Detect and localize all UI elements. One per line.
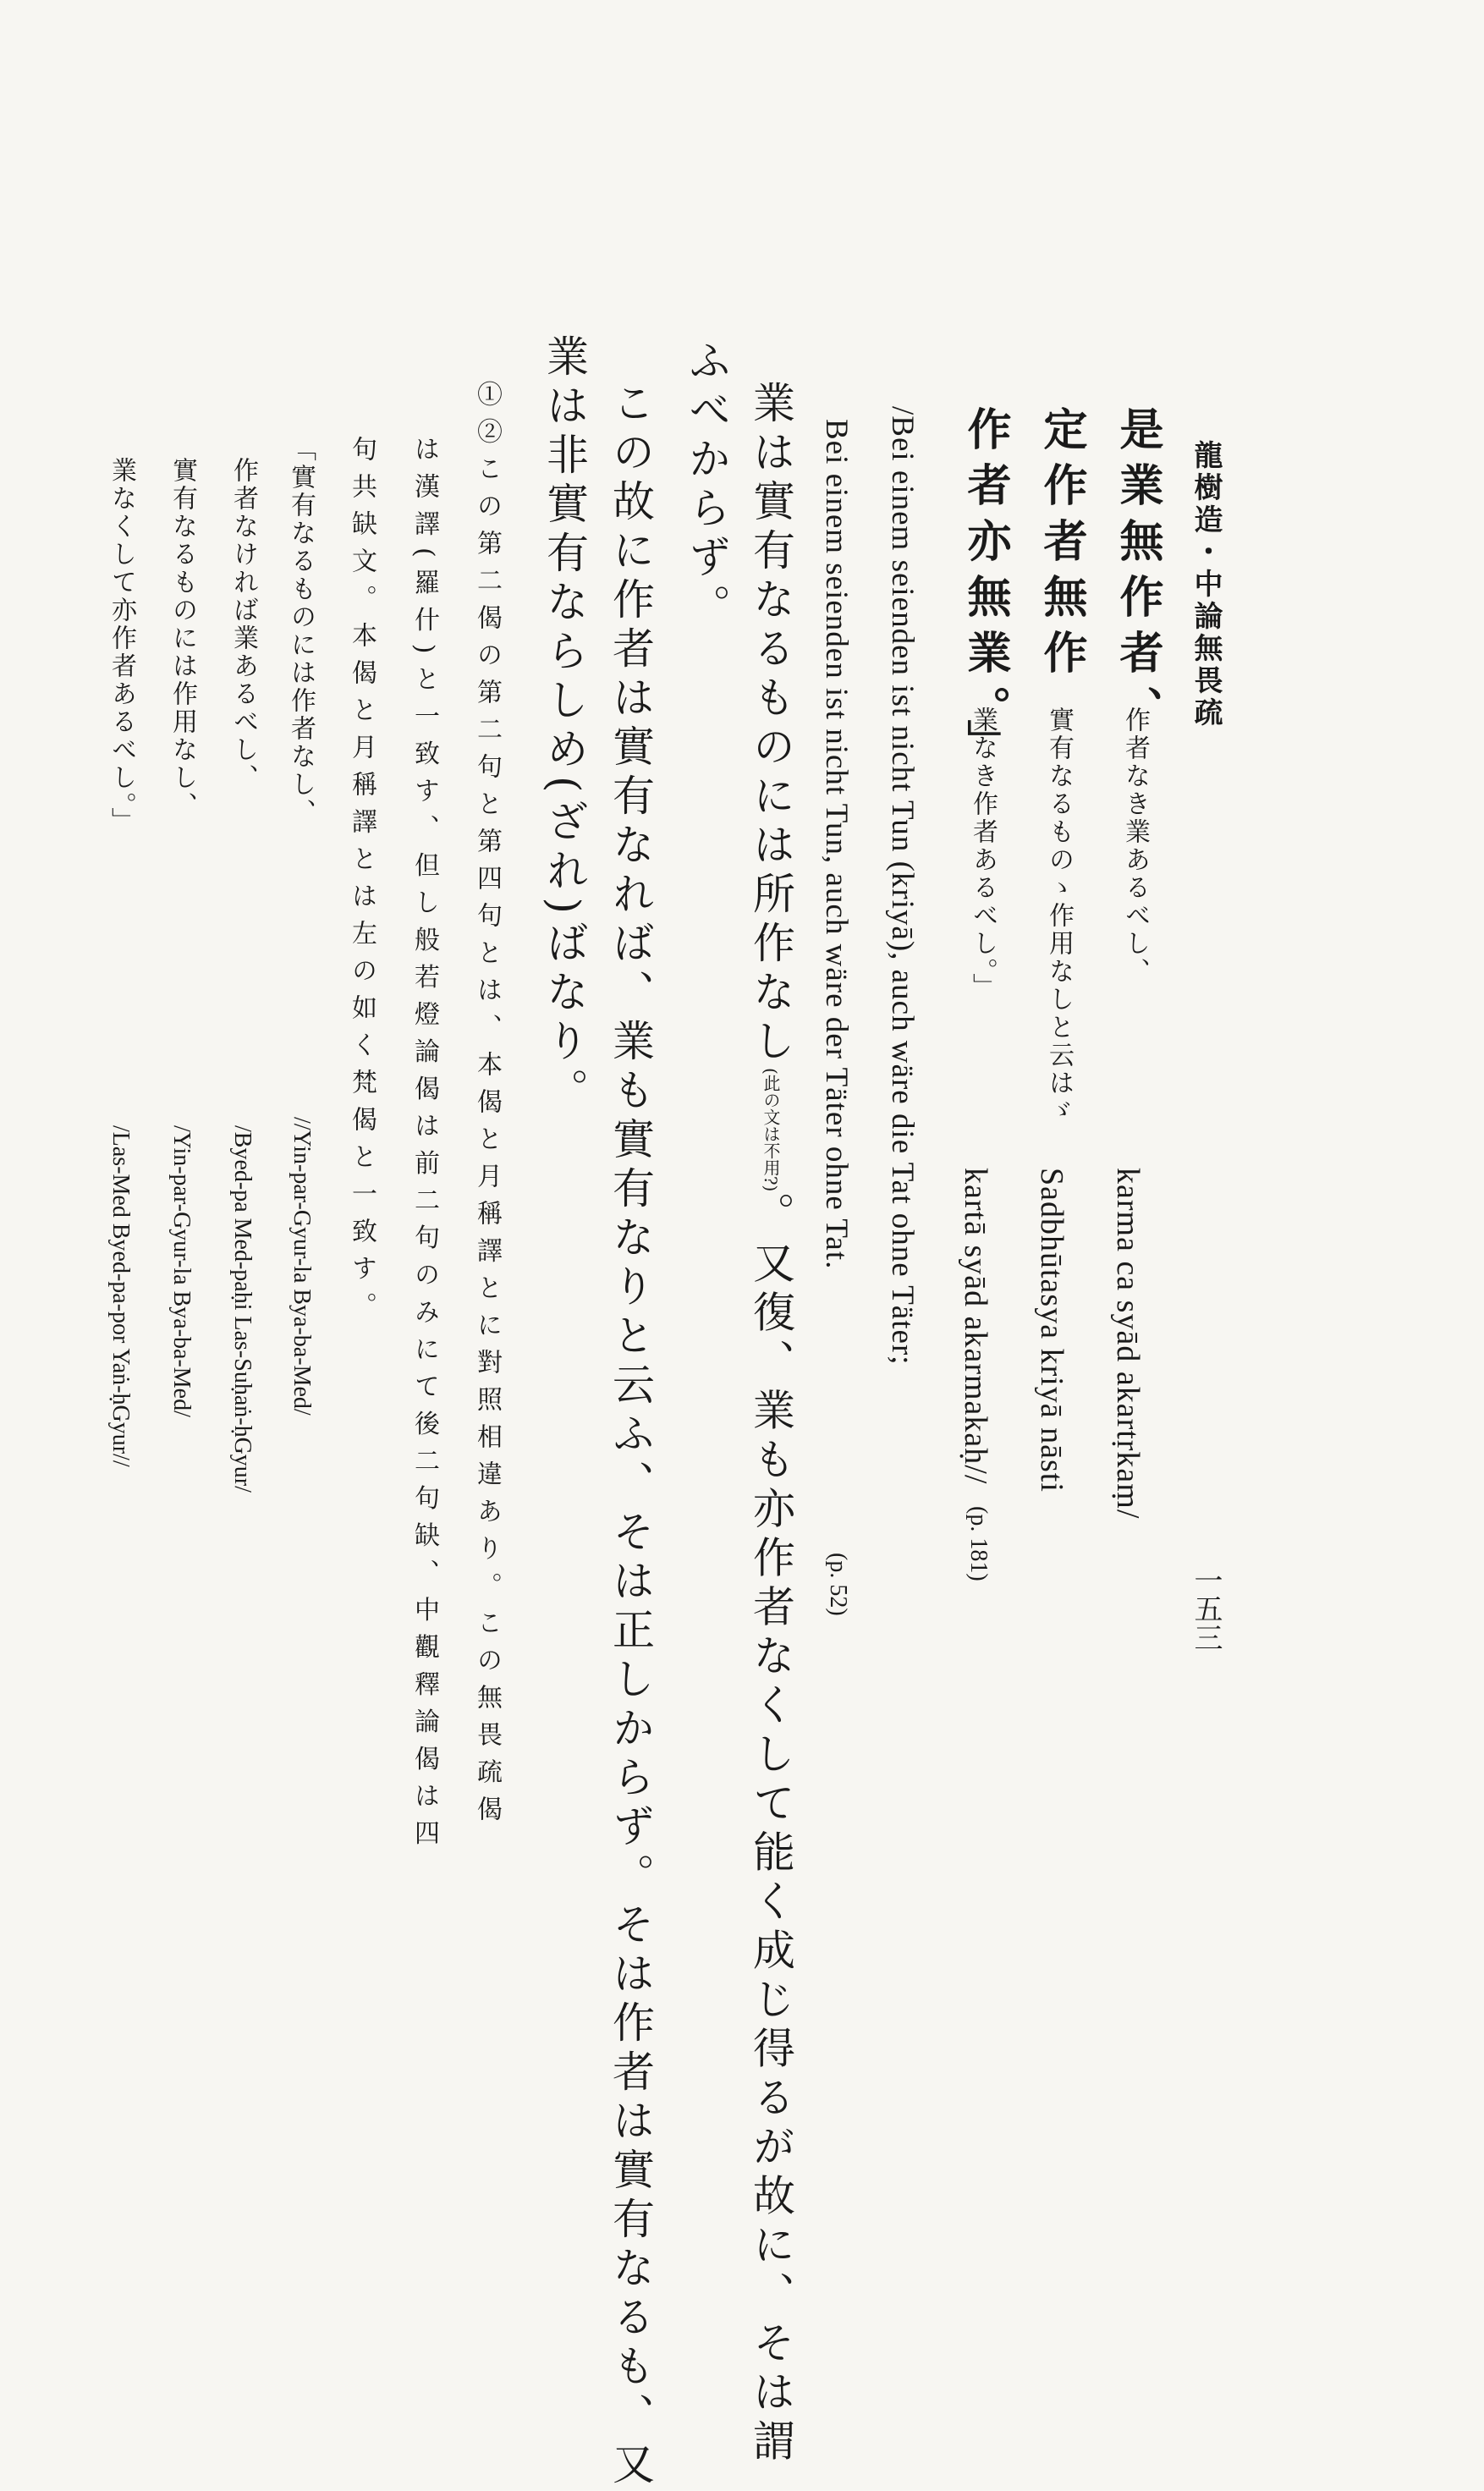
sanskrit-line-2: Sadbhūtasya kriyā nāsti [1034, 1168, 1069, 1493]
sanskrit-page-ref: (p. 181) [965, 1506, 992, 1581]
quote-line-3: 實有なるものには作用なし、 [168, 457, 197, 820]
book-title: 龍樹造・中論無畏疏 [1189, 440, 1223, 729]
page-number: 一五三 [1189, 1565, 1223, 1652]
verse-line-1: 是業無作者、 [1112, 406, 1163, 741]
quote-line-1: 「實有なるものには作者なし、 [286, 436, 316, 827]
footnote-line-3: 句共缺文。本偈と月稱譯とは左の如く梵偈と一致す。 [347, 436, 376, 1329]
commentary-line-2: ふべからず。 [682, 338, 731, 633]
german-line-2: Bei einem seienden ist nicht Tun, auch wäre der Täter ohne Tat. [819, 419, 854, 1270]
gloss-line-2: 實有なるものゝ作用なしと云はゞ [1044, 707, 1074, 1125]
commentary-line-1 [746, 381, 795, 2468]
tibetan-line-1: //Yin-par-Gyur-la Bya-ba-Med/ [289, 1117, 315, 1416]
footnote-line-1: ①②この第二偈の第二句と第四句とは、本偈と月稱譯とに對照相違あり。この無畏疏偈 [472, 381, 502, 1833]
gloss-line-3: 業なき作者あるべし。」 [968, 707, 998, 1001]
german-line-1: /Bei einem seienden ist nicht Tun (kriyā), auch wäre die Tat ohne Täter; [885, 406, 920, 1366]
verse-line-3: 作者亦無業。」 [959, 406, 1011, 775]
german-page-ref: (p. 52) [825, 1553, 851, 1616]
commentary-line-1-part-a: 業は實有なるものには所作なし [746, 381, 795, 1068]
footnote-line-2: は漢譯(羅什)と一致す、但し般若燈論偈は前二句のみにて後二句缺、中觀釋論偈は四 [409, 436, 439, 1857]
sanskrit-line-3: kartā syād akarmakaḥ// [958, 1168, 993, 1485]
commentary-inline-note-top: 此の文は [761, 1074, 781, 1142]
commentary-line-1-part-b: 。又復、業も亦作者なくして能く成じ得るが故に、そは謂 [746, 1191, 795, 2468]
quote-line-4: 業なくして亦作者あるべし。」 [107, 457, 136, 835]
commentary-inline-note: (此の文は不用?) [761, 1068, 781, 1192]
commentary-line-3: この故に作者は實有なれば、業も實有なりと云ふ、そは正しからず。そは作者は實有なるも、又 [606, 381, 655, 2491]
tibetan-line-2: /Byed-pa Med-paḥi Las-Suḥaṅ-ḥGyur/ [229, 1125, 256, 1493]
tibetan-line-3: /Yin-par-Gyur-la Bya-ba-Med/ [168, 1125, 195, 1417]
quote-line-2: 作者なければ業あるべし、 [228, 457, 258, 792]
gloss-line-1: 作者なき業あるべし、 [1120, 707, 1150, 986]
commentary-line-4: 業は非實有ならしめ(ざれ)ばなり。 [540, 334, 589, 1118]
sanskrit-line-1: karma ca syād akartṛkaṃ/ [1110, 1168, 1146, 1520]
tibetan-line-4: /Las-Med Byed-pa-por Yaṅ-ḥGyur// [107, 1125, 134, 1467]
commentary-inline-note-bottom: 不用? [761, 1141, 781, 1185]
verse-line-2: 定作者無作 [1036, 406, 1087, 685]
